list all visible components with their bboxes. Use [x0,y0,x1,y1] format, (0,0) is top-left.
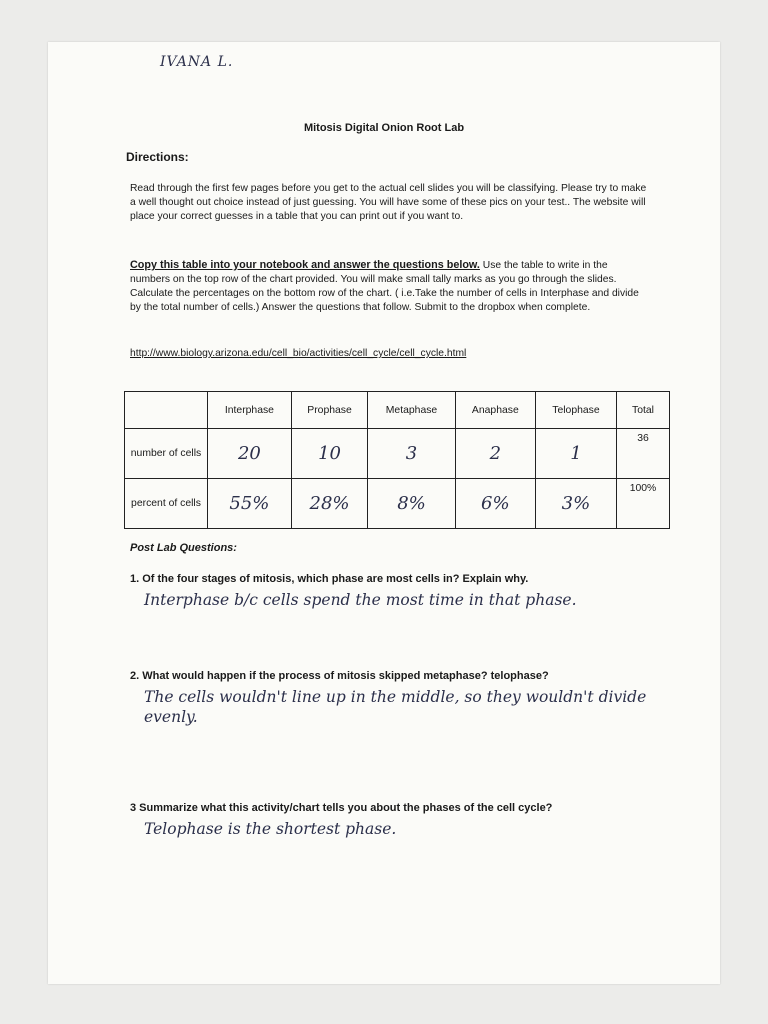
answer-2: The cells wouldn't line up in the middle, so they wouldn't divide evenly. [144,688,647,726]
table-header-cell: Prophase [291,392,367,429]
question-2: 2. What would happen if the process of mitosis skipped metaphase? telophase? [130,670,549,682]
answer-3: Telophase is the shortest phase. [144,820,397,838]
table-header-row [125,392,670,429]
handwritten-value: 8% [368,479,456,529]
post-lab-heading: Post Lab Questions: [130,542,237,554]
directions-paragraph-2 [130,258,650,315]
handwritten-value: 2 [455,429,535,479]
handwritten-value: 28% [291,479,367,529]
question-3: 3 Summarize what this activity/chart tells you about the phases of the cell cycle? [130,802,553,814]
answer-1: Interphase b/c cells spend the most time in that phase. [144,591,577,609]
table-header-cell: Anaphase [455,392,535,429]
table-header-cell: Telophase [535,392,616,429]
table-header-cell: Metaphase [368,392,456,429]
handwritten-value: 3% [535,479,616,529]
row-label: number of cells [125,429,208,479]
table-header-cell: Interphase [208,392,292,429]
table-header-cell [125,392,208,429]
student-name: IVANA L. [160,54,234,70]
table-row [125,479,670,529]
mitosis-data-table [124,391,670,529]
page-title: Mitosis Digital Onion Root Lab [303,122,465,134]
handwritten-value: 55% [208,479,292,529]
worksheet-page [48,42,720,984]
question-1: 1. Of the four stages of mitosis, which phase are most cells in? Explain why. [130,573,529,585]
row-label: percent of cells [125,479,208,529]
handwritten-value: 3 [368,429,456,479]
table-row [125,429,670,479]
handwritten-value: 1 [535,429,616,479]
copy-table-instruction: Copy this table into your notebook and answer the questions below. [130,259,480,271]
total-value: 36 [617,429,670,479]
directions-heading: Directions: [126,150,189,164]
directions-paragraph-1: Read through the first few pages before you get to the actual cell slides you will be classifying. Please try to make a well thought out choice instead of just guessing. You will have some of these pics on your test.. The website will place your correct guesses in a table that you can print out if you want to. [130,183,647,222]
handwritten-value: 10 [291,429,367,479]
handwritten-value: 20 [208,429,292,479]
directions-paragraph-2-rest: Use the table to write in the numbers on the top row of the chart provided. You will make small tally marks as you go through the slides. Calculate the percentages on the bottom row of the chart. ( i.e.Take the number of cells in Interphase and divide by the total number of cells.) Answer the questions that follow. Submit to the dropbox when complete. [130,260,639,313]
lab-url-link[interactable]: http://www.biology.arizona.edu/cell_bio/activities/cell_cycle/cell_cycle.html [130,348,467,359]
table-header-cell: Total [617,392,670,429]
total-value: 100% [617,479,670,529]
handwritten-value: 6% [455,479,535,529]
